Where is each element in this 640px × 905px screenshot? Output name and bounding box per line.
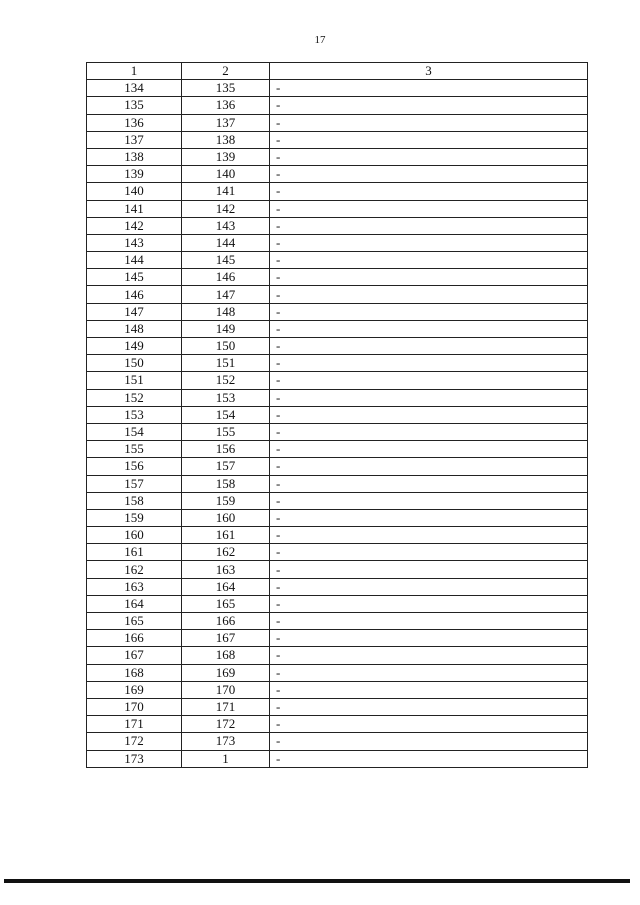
cell-col1: 146 — [87, 286, 182, 303]
cell-col2: 150 — [182, 338, 270, 355]
cell-col1: 172 — [87, 733, 182, 750]
table-row — [87, 200, 588, 217]
cell-col2: 136 — [182, 97, 270, 114]
cell-col1: 163 — [87, 578, 182, 595]
cell-col2: 145 — [182, 252, 270, 269]
table-row — [87, 423, 588, 440]
cell-col1: 140 — [87, 183, 182, 200]
cell-col3: - — [270, 613, 588, 630]
cell-col2: 170 — [182, 681, 270, 698]
table-row — [87, 647, 588, 664]
cell-col1: 141 — [87, 200, 182, 217]
cell-col3: - — [270, 630, 588, 647]
cell-col2: 158 — [182, 475, 270, 492]
cell-col2: 166 — [182, 613, 270, 630]
table-row — [87, 269, 588, 286]
table-row — [87, 286, 588, 303]
cell-col2: 155 — [182, 423, 270, 440]
cell-col2: 156 — [182, 441, 270, 458]
cell-col3: - — [270, 698, 588, 715]
cell-col1: 165 — [87, 613, 182, 630]
cell-col3: - — [270, 320, 588, 337]
cell-col3: - — [270, 527, 588, 544]
cell-col2: 154 — [182, 406, 270, 423]
cell-col3: - — [270, 647, 588, 664]
table-header — [87, 63, 588, 80]
cell-col1: 153 — [87, 406, 182, 423]
cell-col1: 149 — [87, 338, 182, 355]
cell-col1: 134 — [87, 80, 182, 97]
table-row — [87, 338, 588, 355]
cell-col1: 144 — [87, 252, 182, 269]
cell-col2: 147 — [182, 286, 270, 303]
table-row — [87, 750, 588, 767]
cell-col2: 151 — [182, 355, 270, 372]
cell-col3: - — [270, 355, 588, 372]
cell-col2: 172 — [182, 716, 270, 733]
cell-col2: 144 — [182, 234, 270, 251]
cell-col3: - — [270, 269, 588, 286]
table-row — [87, 320, 588, 337]
page-number: 17 — [314, 34, 326, 46]
cell-col1: 159 — [87, 509, 182, 526]
table-row — [87, 630, 588, 647]
table-row — [87, 389, 588, 406]
cell-col1: 152 — [87, 389, 182, 406]
cell-col1: 164 — [87, 595, 182, 612]
cell-col3: - — [270, 80, 588, 97]
cell-col2: 165 — [182, 595, 270, 612]
table-row — [87, 234, 588, 251]
cell-col3: - — [270, 338, 588, 355]
cell-col3: - — [270, 664, 588, 681]
cell-col1: 154 — [87, 423, 182, 440]
table-row — [87, 406, 588, 423]
cell-col1: 148 — [87, 320, 182, 337]
cell-col3: - — [270, 492, 588, 509]
cell-col1: 151 — [87, 372, 182, 389]
cell-col3: - — [270, 389, 588, 406]
cell-col3: - — [270, 475, 588, 492]
table-row — [87, 664, 588, 681]
cell-col1: 143 — [87, 234, 182, 251]
table-row — [87, 441, 588, 458]
cell-col3: - — [270, 114, 588, 131]
cell-col1: 138 — [87, 148, 182, 165]
cell-col2: 135 — [182, 80, 270, 97]
table-row — [87, 527, 588, 544]
cell-col1: 142 — [87, 217, 182, 234]
table-row — [87, 509, 588, 526]
cell-col2: 157 — [182, 458, 270, 475]
table-row — [87, 716, 588, 733]
table-row — [87, 166, 588, 183]
cell-col1: 161 — [87, 544, 182, 561]
cell-col1: 145 — [87, 269, 182, 286]
cell-col2: 146 — [182, 269, 270, 286]
cell-col1: 170 — [87, 698, 182, 715]
cell-col3: - — [270, 733, 588, 750]
table-row — [87, 595, 588, 612]
cell-col3: - — [270, 595, 588, 612]
cell-col1: 157 — [87, 475, 182, 492]
cell-col3: - — [270, 252, 588, 269]
cell-col1: 158 — [87, 492, 182, 509]
table-row — [87, 372, 588, 389]
cell-col3: - — [270, 131, 588, 148]
table-row — [87, 97, 588, 114]
cell-col1: 166 — [87, 630, 182, 647]
cell-col3: - — [270, 716, 588, 733]
cell-col3: - — [270, 234, 588, 251]
table-row — [87, 114, 588, 131]
cell-col1: 168 — [87, 664, 182, 681]
cell-col2: 140 — [182, 166, 270, 183]
bottom-rule — [4, 879, 630, 883]
table-row — [87, 131, 588, 148]
table-row — [87, 578, 588, 595]
cell-col1: 171 — [87, 716, 182, 733]
table-row — [87, 492, 588, 509]
cell-col3: - — [270, 561, 588, 578]
table-row — [87, 544, 588, 561]
cell-col2: 148 — [182, 303, 270, 320]
cell-col2: 159 — [182, 492, 270, 509]
cell-col3: - — [270, 286, 588, 303]
cell-col2: 139 — [182, 148, 270, 165]
cell-col3: - — [270, 441, 588, 458]
table-row — [87, 698, 588, 715]
column-header-2: 2 — [182, 63, 270, 80]
cell-col3: - — [270, 166, 588, 183]
cell-col1: 150 — [87, 355, 182, 372]
data-table — [86, 62, 588, 768]
cell-col1: 156 — [87, 458, 182, 475]
cell-col3: - — [270, 183, 588, 200]
cell-col2: 168 — [182, 647, 270, 664]
cell-col2: 138 — [182, 131, 270, 148]
column-header-1: 1 — [87, 63, 182, 80]
table-row — [87, 80, 588, 97]
cell-col1: 135 — [87, 97, 182, 114]
cell-col3: - — [270, 750, 588, 767]
cell-col3: - — [270, 372, 588, 389]
cell-col2: 169 — [182, 664, 270, 681]
cell-col2: 143 — [182, 217, 270, 234]
cell-col2: 171 — [182, 698, 270, 715]
cell-col3: - — [270, 509, 588, 526]
cell-col2: 161 — [182, 527, 270, 544]
cell-col1: 160 — [87, 527, 182, 544]
cell-col3: - — [270, 303, 588, 320]
cell-col1: 155 — [87, 441, 182, 458]
cell-col3: - — [270, 681, 588, 698]
table-row — [87, 252, 588, 269]
cell-col2: 167 — [182, 630, 270, 647]
cell-col1: 137 — [87, 131, 182, 148]
table-row — [87, 733, 588, 750]
cell-col3: - — [270, 217, 588, 234]
cell-col2: 137 — [182, 114, 270, 131]
cell-col1: 162 — [87, 561, 182, 578]
cell-col3: - — [270, 544, 588, 561]
cell-col2: 149 — [182, 320, 270, 337]
cell-col2: 142 — [182, 200, 270, 217]
cell-col1: 147 — [87, 303, 182, 320]
table-row — [87, 458, 588, 475]
header-row — [87, 63, 588, 80]
column-header-3: 3 — [270, 63, 588, 80]
table-row — [87, 303, 588, 320]
cell-col1: 139 — [87, 166, 182, 183]
cell-col2: 162 — [182, 544, 270, 561]
cell-col3: - — [270, 97, 588, 114]
cell-col3: - — [270, 578, 588, 595]
cell-col2: 141 — [182, 183, 270, 200]
cell-col3: - — [270, 200, 588, 217]
cell-col3: - — [270, 423, 588, 440]
cell-col2: 163 — [182, 561, 270, 578]
cell-col2: 152 — [182, 372, 270, 389]
cell-col1: 136 — [87, 114, 182, 131]
cell-col3: - — [270, 458, 588, 475]
table-row — [87, 561, 588, 578]
cell-col1: 169 — [87, 681, 182, 698]
cell-col1: 167 — [87, 647, 182, 664]
table-row — [87, 613, 588, 630]
cell-col3: - — [270, 406, 588, 423]
cell-col3: - — [270, 148, 588, 165]
cell-col1: 173 — [87, 750, 182, 767]
cell-col2: 173 — [182, 733, 270, 750]
cell-col2: 160 — [182, 509, 270, 526]
table-row — [87, 475, 588, 492]
table-body — [87, 80, 588, 768]
table-row — [87, 355, 588, 372]
table-row — [87, 183, 588, 200]
cell-col2: 1 — [182, 750, 270, 767]
table-row — [87, 681, 588, 698]
table-row — [87, 217, 588, 234]
cell-col2: 164 — [182, 578, 270, 595]
cell-col2: 153 — [182, 389, 270, 406]
table-row — [87, 148, 588, 165]
